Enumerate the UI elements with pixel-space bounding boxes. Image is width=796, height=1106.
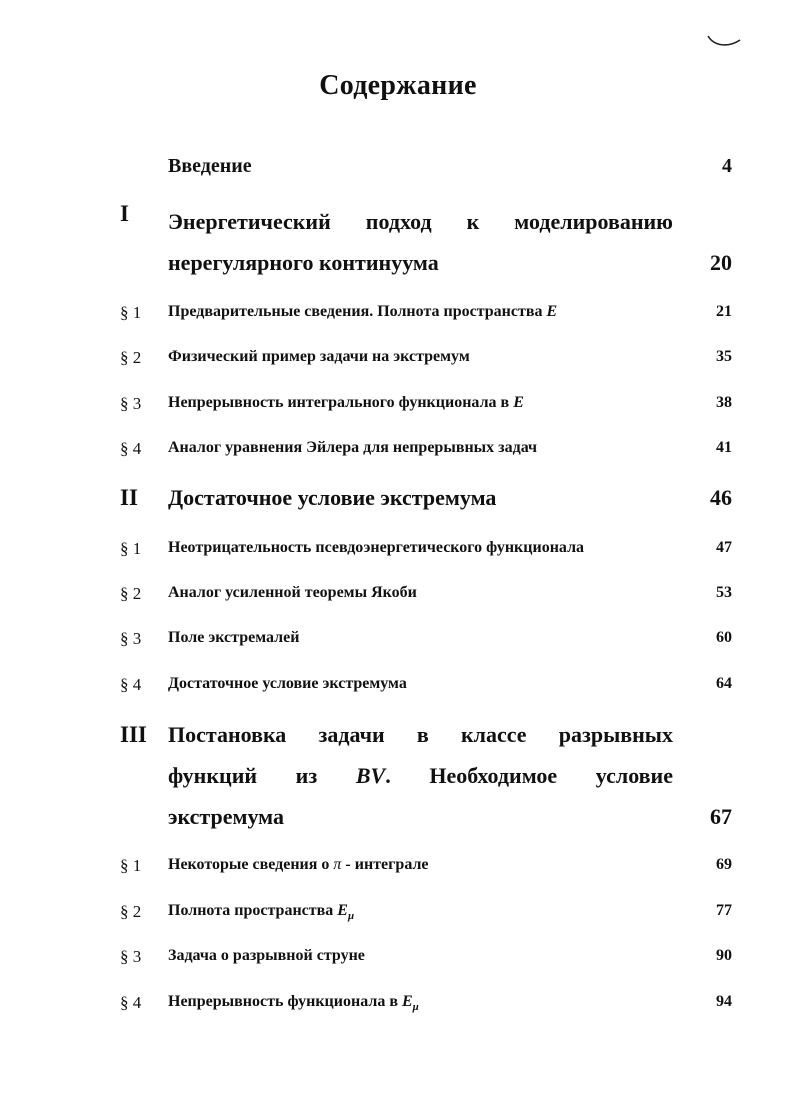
section-title: Полнота пространства $E_\mu$ [168,902,355,923]
section-number: § 2 [120,584,142,603]
scan-pen-mark [706,32,742,50]
page-title: Содержание [319,70,477,101]
section-number: § 1 [120,539,142,558]
chapter-title-line: нерегулярного континуума [168,250,439,275]
section-number: § 2 [120,348,142,367]
toc-page-number: 53 [716,584,732,601]
section-title: Достаточное условие экстремума [168,675,407,692]
toc-page-number: 67 [710,804,732,829]
section-title: Некоторые сведения о π - интеграле [168,856,429,873]
section-title: Аналог уравнения Эйлера для непрерывных задач [168,439,538,456]
chapter-title-line: Энергетический подход к моделированию [168,209,673,234]
toc-entry-title: Введение [168,155,252,177]
section-number: § 3 [120,394,142,413]
section-number: § 4 [120,993,142,1012]
chapter-title-line: экстремума [168,804,285,829]
section-number: § 4 [120,439,142,458]
toc-page-number: 90 [716,947,732,964]
chapter-number: I [120,201,129,226]
toc-page-number: 77 [716,902,732,919]
toc-page-number: 47 [716,539,732,556]
chapter-number: III [120,722,147,747]
section-number: § 1 [120,856,142,875]
section-title: Неотрицательность псевдоэнергетического функционала [168,539,585,556]
toc-page-number: 64 [716,675,732,692]
section-number: § 2 [120,902,142,921]
toc-page-number: 4 [722,155,732,177]
toc-page-number: 21 [716,303,732,320]
section-title: Аналог усиленной теоремы Якоби [168,584,417,601]
section-number: § 3 [120,947,142,966]
chapter-title [168,201,673,283]
chapter-title [168,714,673,837]
toc-page-number: 69 [716,856,732,873]
toc-page-number: 20 [710,250,732,275]
chapter-title-line: Постановка задачи в классе разрывных [168,722,673,747]
section-title: Задача о разрывной струне [168,947,365,964]
toc-page-number: 41 [716,439,732,456]
section-title: Непрерывность интегрального функционала в E [168,394,524,411]
section-title: Физический пример задачи на экстремум [168,348,470,365]
toc-page-number: 60 [716,629,732,646]
section-title: Поле экстремалей [168,629,300,646]
chapter-title [168,477,673,518]
section-title: Непрерывность функционала в $E_\mu$ [168,993,419,1014]
chapter-number: II [120,485,138,510]
toc-page-number: 35 [716,348,732,365]
section-number: § 3 [120,629,142,648]
toc-page-number: 94 [716,993,732,1010]
section-title: Предварительные сведения. Полнота пространства E [168,303,558,320]
section-number: § 1 [120,303,142,322]
chapter-title-line: функций из BV. Необходимое условие [168,763,673,788]
chapter-title-line: Достаточное условие экстремума [168,485,497,510]
toc-page-number: 38 [716,394,732,411]
section-number: § 4 [120,675,142,694]
toc-page-number: 46 [710,485,732,510]
